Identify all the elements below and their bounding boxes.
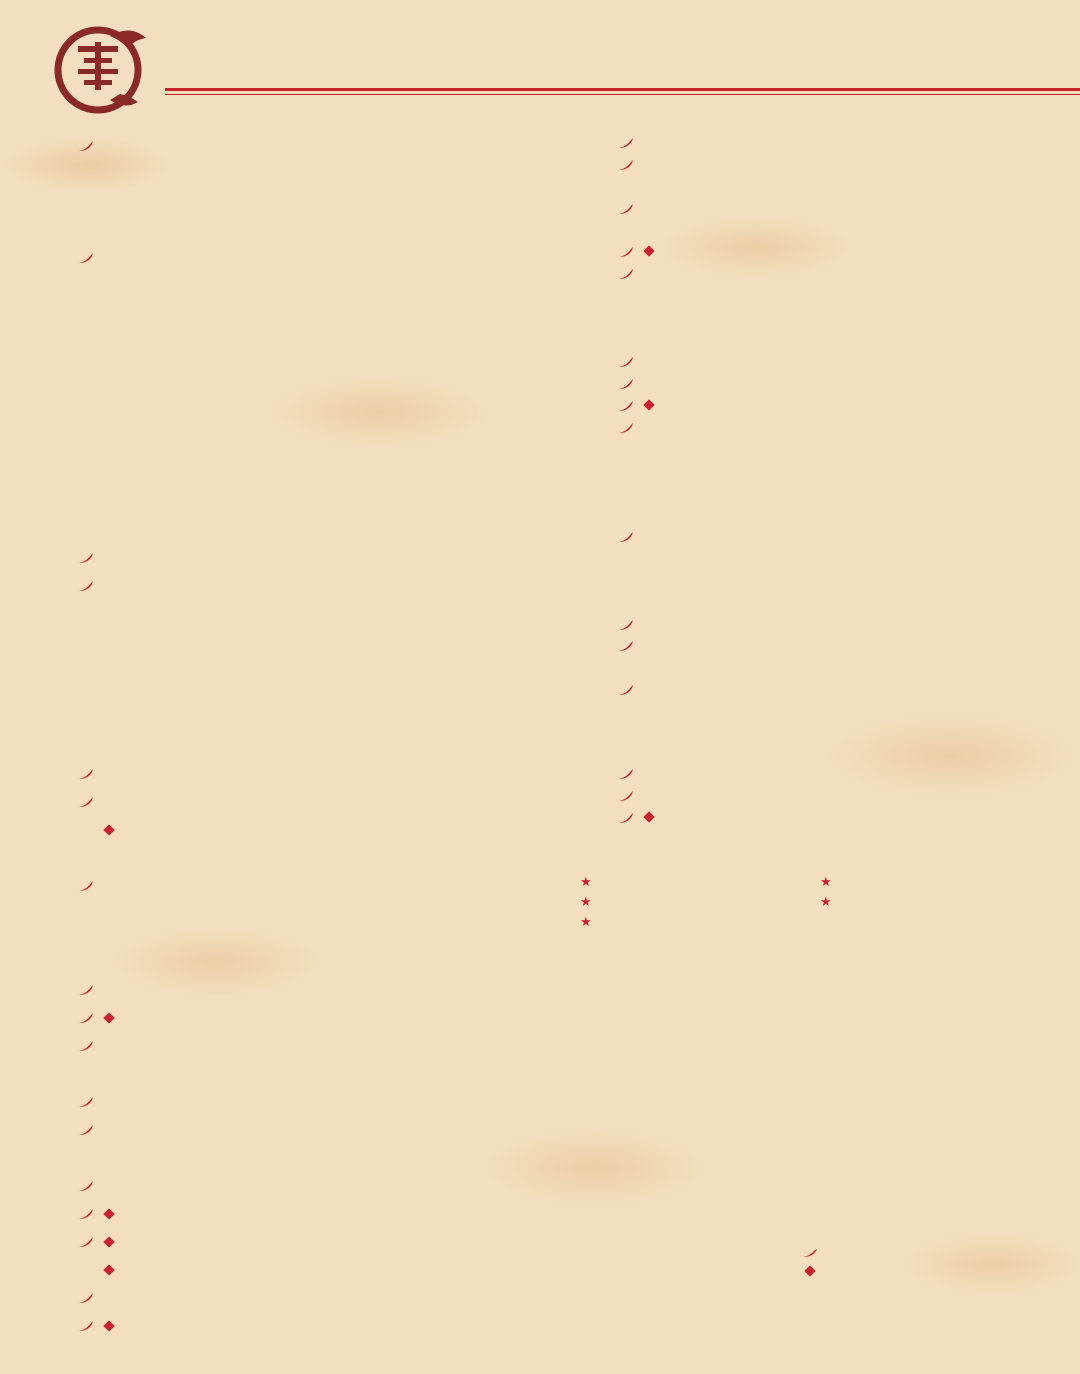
- menu-item: [578, 438, 1048, 460]
- chili-icon: [78, 760, 96, 788]
- menu-item: [578, 570, 1048, 592]
- chili-icon: [618, 807, 636, 829]
- peanut-diamond-icon: [103, 1236, 114, 1247]
- chili-icon: [618, 395, 636, 417]
- menu-item: [38, 188, 508, 216]
- menu-item: [38, 1088, 508, 1116]
- peanut-diamond-icon: [103, 1320, 114, 1331]
- allergy-note: [600, 1241, 1020, 1279]
- menu-item: [38, 900, 508, 928]
- section-title: [38, 940, 503, 976]
- menu-item-line2: [38, 460, 508, 488]
- chili-icon: [78, 872, 96, 900]
- menu-item: [38, 676, 508, 704]
- menu-item: [38, 788, 508, 816]
- menu-item: [578, 741, 1048, 763]
- menu-item: [578, 373, 1048, 395]
- menu-item: [38, 300, 508, 328]
- section-title: [38, 340, 503, 376]
- menu-item: [578, 307, 1048, 329]
- section-title: [38, 100, 503, 132]
- menu-item: [38, 516, 508, 544]
- menu-item: [38, 488, 508, 516]
- menu-item-line2: [578, 592, 1048, 614]
- menu-item: [578, 482, 1048, 504]
- menu-item: [578, 851, 1048, 873]
- chili-icon: [618, 526, 636, 548]
- chili-icon: [618, 132, 636, 154]
- section-spacer: [578, 701, 1048, 713]
- menu-item-line2: [578, 176, 1048, 198]
- menu-item: [578, 679, 1048, 701]
- menu-item: [38, 1032, 508, 1060]
- chili-icon: [618, 635, 636, 657]
- menu-item: [38, 760, 508, 788]
- menu-item: [38, 544, 508, 572]
- menu-item: [578, 526, 1048, 548]
- menu-item: [38, 1004, 508, 1032]
- menu-item: [38, 1172, 508, 1200]
- menu-item: [578, 154, 1048, 176]
- menu-item: [578, 351, 1048, 373]
- menu-item: [578, 635, 1048, 657]
- peanut-diamond-icon: [643, 246, 654, 257]
- chili-icon: [78, 1228, 96, 1256]
- item-name: [99, 1228, 113, 1256]
- peanut-diamond-icon: [103, 1012, 114, 1023]
- item-name: [99, 1256, 113, 1284]
- chili-icon: [78, 132, 96, 160]
- chili-icon: [618, 679, 636, 701]
- menu-item: [578, 263, 1048, 285]
- star-icon: ★: [580, 914, 592, 930]
- chili-icon: [802, 1248, 818, 1258]
- section-title: [578, 939, 1048, 967]
- peanut-diamond-icon: [804, 1265, 815, 1276]
- menu-item: [38, 1312, 508, 1340]
- star-icon: ★: [820, 894, 832, 910]
- menu-item: [38, 244, 508, 272]
- chili-icon: [618, 351, 636, 373]
- menu-item: [38, 272, 508, 300]
- menu-item: [38, 1060, 508, 1088]
- menu-item: [578, 417, 1048, 439]
- menu-item: [38, 1116, 508, 1144]
- star-icon: ★: [580, 894, 592, 910]
- right-menu-column: [578, 100, 1048, 967]
- menu-item: [578, 132, 1048, 154]
- menu-item: [38, 1144, 508, 1172]
- item-name: [639, 807, 653, 829]
- option-row: [578, 913, 1048, 933]
- chili-icon: [78, 1172, 96, 1200]
- menu-item: [38, 844, 508, 872]
- chili-icon: [618, 417, 636, 439]
- chili-icon: [78, 572, 96, 600]
- menu-item: [38, 432, 508, 460]
- peanut-diamond-icon: [103, 1208, 114, 1219]
- item-name: [99, 1200, 113, 1228]
- section-spacer: [38, 928, 508, 940]
- option-row: [578, 893, 1048, 913]
- menu-item-line2: [578, 220, 1048, 242]
- menu-item: [38, 732, 508, 760]
- menu-item: [578, 614, 1048, 636]
- menu-item: [38, 872, 508, 900]
- chili-icon: [618, 198, 636, 220]
- menu-item: [38, 816, 508, 844]
- menu-item: [578, 829, 1048, 851]
- section-title: [578, 713, 1048, 741]
- menu-item: [38, 1284, 508, 1312]
- section-spacer: [38, 628, 508, 640]
- star-icon: ★: [820, 874, 832, 890]
- chili-icon: [618, 373, 636, 395]
- menu-item: [38, 704, 508, 732]
- chili-icon: [78, 1284, 96, 1312]
- chili-icon: [78, 1004, 96, 1032]
- menu-item-line2: [578, 548, 1048, 570]
- menu-item: [578, 504, 1048, 526]
- header-rule: [165, 88, 1080, 91]
- chili-icon: [618, 785, 636, 807]
- chili-icon: [618, 614, 636, 636]
- menu-item: [578, 395, 1048, 417]
- chili-icon: [78, 1032, 96, 1060]
- menu-item: [38, 1256, 508, 1284]
- menu-item: [38, 976, 508, 1004]
- peanut-diamond-icon: [643, 811, 654, 822]
- menu-item-line2: [38, 404, 508, 432]
- item-name: [99, 816, 113, 844]
- section-title: [578, 100, 1048, 132]
- menu-item: [578, 763, 1048, 785]
- star-icon: ★: [580, 874, 592, 890]
- chili-icon: [78, 1088, 96, 1116]
- section-title: [38, 640, 503, 676]
- chili-icon: [618, 154, 636, 176]
- chili-icon: [78, 788, 96, 816]
- chili-icon: [618, 241, 636, 263]
- chili-icon: [78, 544, 96, 572]
- peanut-diamond-icon: [103, 824, 114, 835]
- peanut-diamond-icon: [643, 399, 654, 410]
- menu-item: [578, 329, 1048, 351]
- item-name: [639, 241, 653, 263]
- menu-item: [38, 572, 508, 600]
- chili-icon: [78, 1116, 96, 1144]
- chili-icon: [78, 244, 96, 272]
- item-name: [639, 395, 653, 417]
- option-row: [578, 873, 1048, 893]
- header-rule-thin: [165, 94, 1080, 95]
- chili-icon: [78, 1312, 96, 1340]
- menu-item: [38, 216, 508, 244]
- menu-item: [578, 198, 1048, 220]
- section-spacer: [38, 328, 508, 340]
- chili-icon: [78, 1200, 96, 1228]
- left-menu-column: [38, 100, 508, 1340]
- chili-icon: [78, 976, 96, 1004]
- menu-item: [38, 1200, 508, 1228]
- menu-item: [38, 132, 508, 160]
- menu-item: [578, 785, 1048, 807]
- legend-peanut: [600, 1265, 1020, 1279]
- menu-item-line2: [578, 657, 1048, 679]
- peanut-diamond-icon: [103, 1264, 114, 1275]
- menu-item: [578, 807, 1048, 829]
- menu-item-line2: [578, 285, 1048, 307]
- menu-item: [38, 160, 508, 188]
- menu-item: [38, 1228, 508, 1256]
- legend-hot: [600, 1247, 1020, 1261]
- menu-item: [38, 376, 508, 404]
- menu-item-line2: [578, 460, 1048, 482]
- chili-icon: [618, 263, 636, 285]
- menu-item: [38, 600, 508, 628]
- menu-item: [578, 241, 1048, 263]
- chili-icon: [618, 763, 636, 785]
- item-name: [99, 1312, 113, 1340]
- item-name: [99, 1004, 113, 1032]
